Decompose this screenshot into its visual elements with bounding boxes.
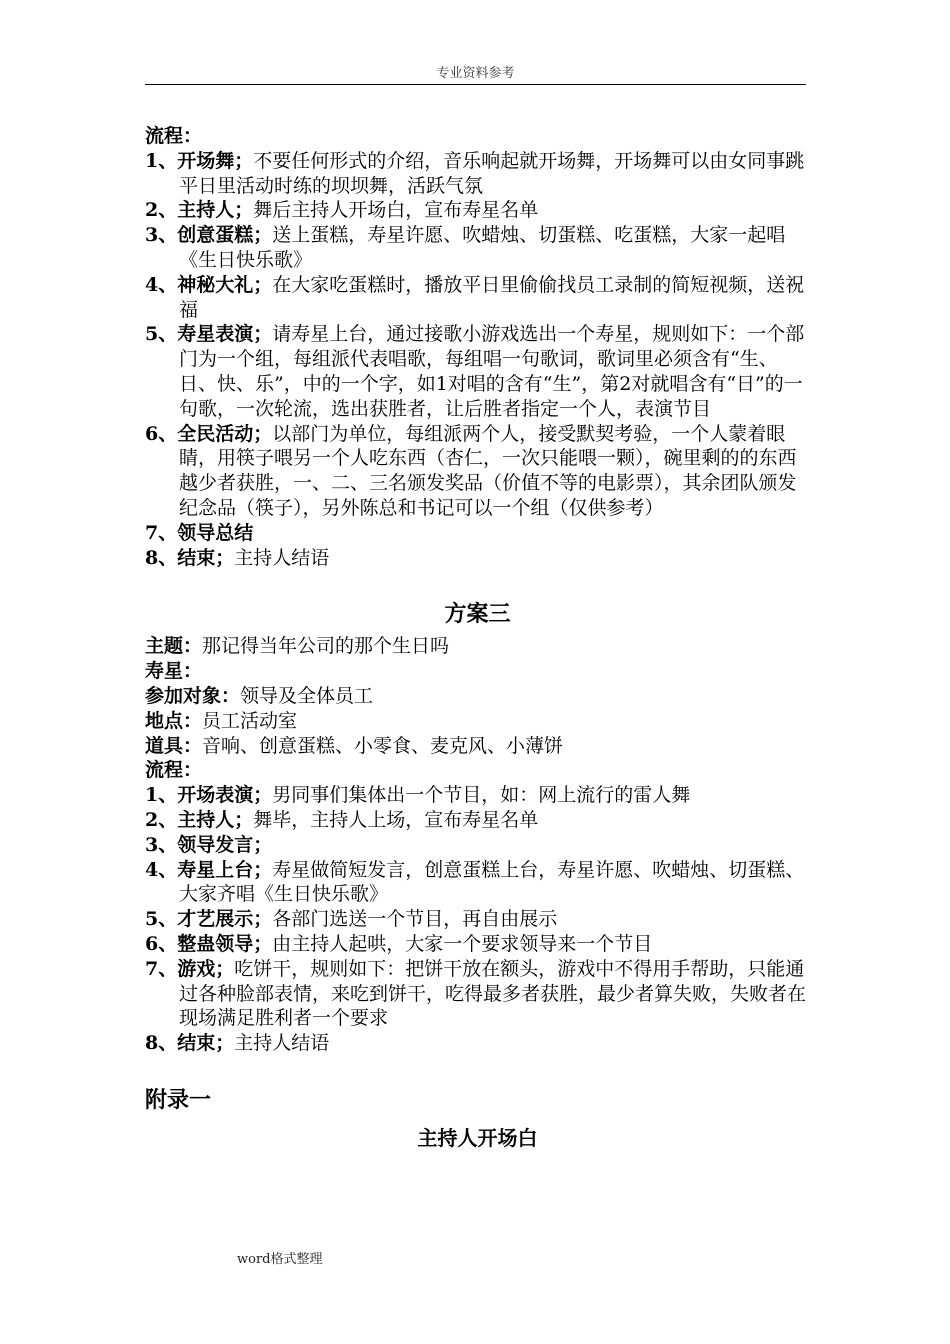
item-label: 3、创意蛋糕； — [145, 224, 273, 247]
header-divider — [145, 84, 806, 85]
item-text: 不要任何形式的介绍，音乐响起就开场舞，开场舞可以由女同事跳平日里活动时练的坝坝舞，活跃气氛 — [179, 149, 805, 197]
item-label: 3、领导发言； — [145, 833, 273, 856]
item-text: 男同事们集体出一个节目，如：网上流行的雷人舞 — [272, 784, 691, 807]
item-label: 6、整蛊领导； — [145, 932, 273, 955]
item-label: 8、结束； — [145, 1032, 235, 1055]
item-text: 主持人结语 — [234, 1032, 330, 1055]
spacer — [145, 1056, 810, 1082]
list-item — [145, 273, 810, 323]
item-text: 舞毕，主持人上场，宣布寿星名单 — [253, 808, 539, 831]
item-text: 寿星做简短发言，创意蛋糕上台，寿星许愿、吹蜡烛、切蛋糕、大家齐唱《生日快乐歌》 — [179, 858, 805, 906]
theme-label: 主题： — [145, 635, 203, 658]
item-label: 4、神秘大礼； — [145, 273, 273, 296]
item-text: 在大家吃蛋糕时，播放平日里偷偷找员工录制的简短视频，送祝福 — [179, 273, 805, 321]
plan3-theme — [145, 634, 810, 659]
item-text: 主持人结语 — [234, 546, 330, 569]
page-footer: word格式整理 — [237, 1252, 323, 1267]
participants-label: 参加对象： — [145, 684, 241, 707]
document-body — [145, 124, 810, 1158]
plan3-props — [145, 734, 810, 759]
list-item — [145, 1031, 810, 1056]
plan3-location — [145, 709, 810, 734]
item-text: 请寿星上台，通过接歌小游戏选出一个寿星，规则如下：一个部门为一个组，每组派代表唱歌，每组唱一句歌词，歌词里必须含有“生、日、快、乐”，中的一个字，如1对唱的含有“生”，第2对就唱含有“日”的一句歌，一次轮流，选出获胜者，让后胜者指定一个人，表演节目 — [179, 323, 805, 420]
item-label: 1、开场舞； — [145, 149, 254, 172]
location-label: 地点： — [145, 709, 203, 732]
plan3-star: 寿星： — [145, 660, 203, 683]
item-label: 5、寿星表演； — [145, 323, 273, 346]
list-item — [145, 546, 810, 571]
item-text: 各部门选送一个节目，再自由展示 — [272, 908, 558, 931]
item-label: 2、主持人； — [145, 808, 254, 831]
plan3-list — [145, 783, 810, 1056]
list-item — [145, 907, 810, 932]
item-label: 6、全民活动； — [145, 422, 273, 445]
list-item — [145, 149, 810, 199]
list-item — [145, 322, 810, 421]
list-item — [145, 833, 810, 858]
participants-value: 领导及全体员工 — [240, 684, 374, 707]
spacer — [145, 570, 810, 594]
location-value: 员工活动室 — [202, 709, 298, 732]
item-text: 送上蛋糕，寿星许愿、吹蜡烛、切蛋糕、吃蛋糕，大家一起唱《生日快乐歌》 — [179, 224, 786, 271]
page-header: 专业资料参考 — [436, 66, 515, 81]
item-text: 吃饼干，规则如下：把饼干放在额头，游戏中不得用手帮助，只能通过各种脸部表情，来吃到饼干，吃得最多者获胜，最少者算失败，失败者在现场满足胜利者一个要求 — [179, 957, 807, 1030]
list-item — [145, 223, 810, 273]
item-label: 2、主持人； — [145, 199, 254, 222]
plan3-participants — [145, 684, 810, 709]
item-text: 舞后主持人开场白，宣布寿星名单 — [253, 199, 539, 222]
props-label: 道具： — [145, 734, 203, 757]
list-item — [145, 521, 810, 546]
item-label: 7、领导总结 — [145, 521, 254, 544]
item-label: 4、寿星上台； — [145, 858, 273, 881]
list-item — [145, 858, 810, 908]
item-label: 8、结束； — [145, 546, 235, 569]
flow-title: 流程： — [145, 125, 203, 147]
theme-value: 那记得当年公司的那个生日吗 — [202, 635, 450, 658]
flow1-list — [145, 149, 810, 571]
list-item — [145, 932, 810, 957]
item-label: 7、游戏； — [145, 957, 235, 980]
list-item — [145, 957, 810, 1031]
appendix-subtitle: 主持人开场白 — [417, 1125, 538, 1150]
item-label: 1、开场表演； — [145, 784, 273, 807]
list-item — [145, 198, 810, 223]
plan3-title: 方案三 — [444, 601, 511, 628]
list-item — [145, 422, 810, 521]
list-item — [145, 783, 810, 808]
item-text: 以部门为单位，每组派两个人，接受默契考验，一个人蒙着眼睛，用筷子喂另一个人吃东西（杏仁，一次只能喂一颗），碗里剩的的东西越少者获胜，一、二、三名颁发奖品（价值不等的电影票），其余团队颁发纪念品（筷子），另外陈总和书记可以一个组（仅供参考） — [179, 422, 797, 519]
appendix-title: 附录一 — [145, 1086, 212, 1113]
list-item — [145, 808, 810, 833]
item-text: 由主持人起哄，大家一个要求领导来一个节目 — [272, 932, 653, 955]
item-label: 5、才艺展示； — [145, 908, 273, 931]
props-value: 音响、创意蛋糕、小零食、麦克风、小薄饼 — [202, 734, 564, 757]
plan3-flow-label: 流程： — [145, 759, 203, 782]
